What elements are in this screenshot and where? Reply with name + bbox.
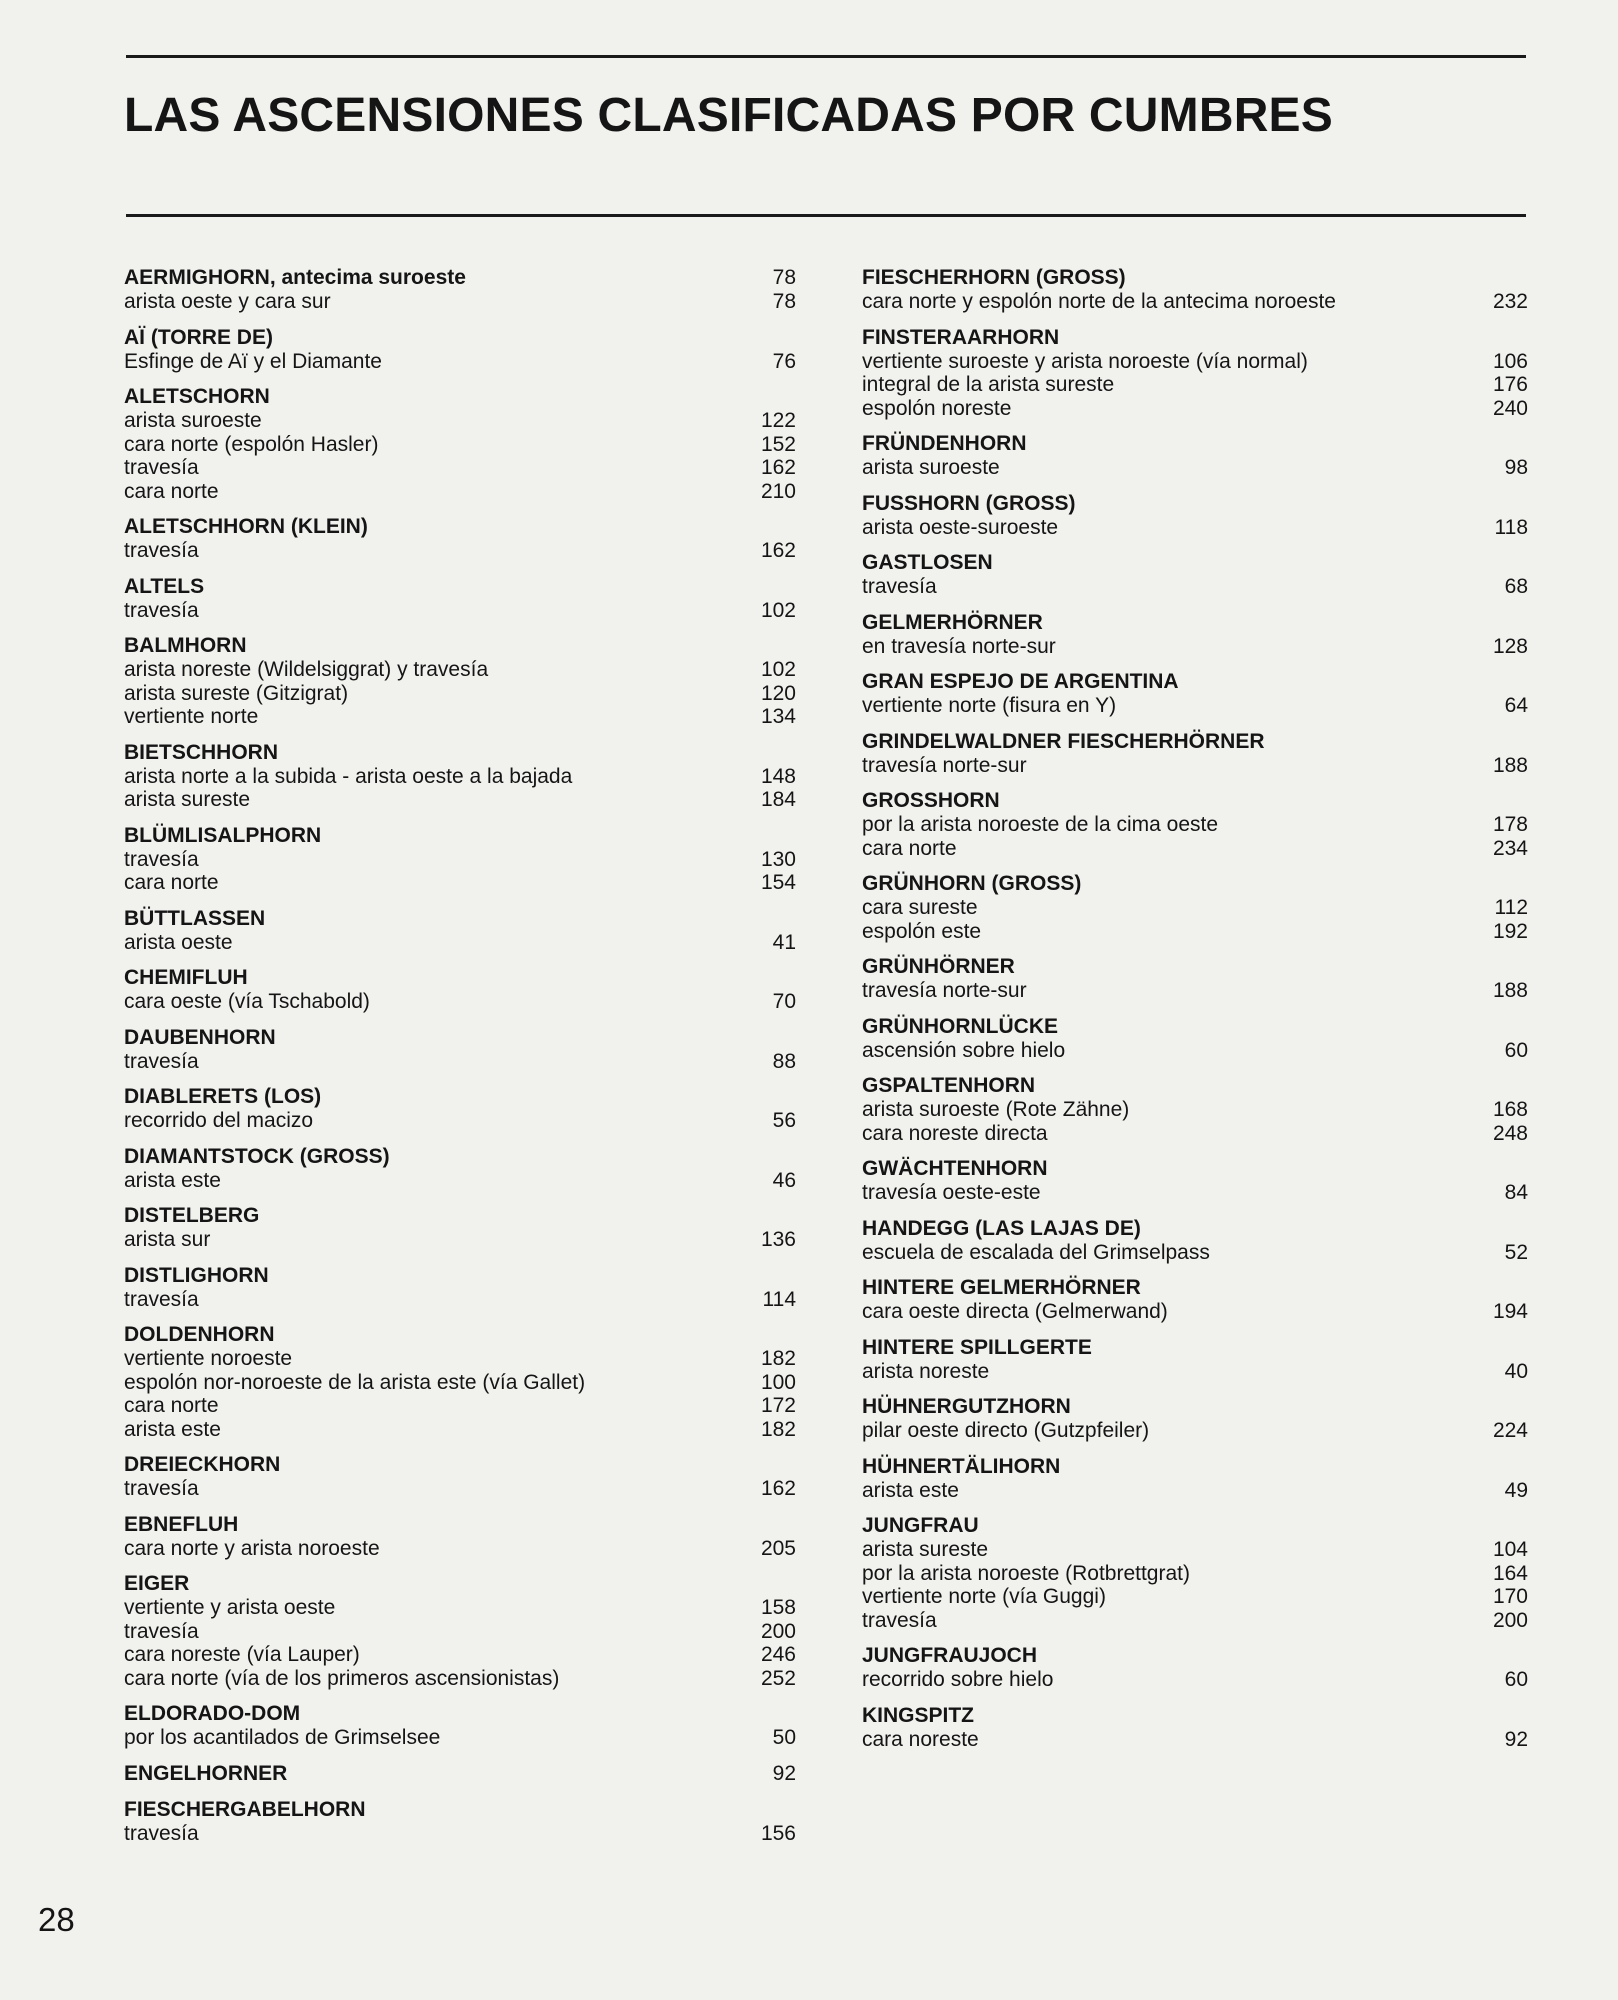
route-row <box>862 1181 1528 1205</box>
peak-name: GRÜNHORN (GROSS) <box>862 872 1082 895</box>
route-row <box>124 599 796 623</box>
route-row <box>124 1109 796 1133</box>
peak-name: ELDORADO-DOM <box>124 1702 301 1725</box>
peak-name: GRINDELWALDNER FIESCHERHÖRNER <box>862 729 1265 753</box>
route-name: travesía <box>124 1477 199 1500</box>
route-row <box>124 682 796 706</box>
route-row <box>124 1169 796 1193</box>
index-entry <box>862 1276 1528 1324</box>
route-row <box>124 765 796 789</box>
route-name: cara oeste directa (Gelmerwand) <box>862 1300 1168 1323</box>
index-entry <box>124 1026 796 1074</box>
index-entry <box>124 266 796 314</box>
route-row <box>124 1643 796 1667</box>
route-name: cara oeste (vía Tschabold) <box>124 990 370 1013</box>
page-ref: 152 <box>760 432 796 456</box>
peak-name: HÜHNERGUTZHORN <box>862 1395 1071 1418</box>
route-name: ascensión sobre hielo <box>862 1038 1066 1062</box>
peak-name: JUNGFRAUJOCH <box>862 1644 1038 1667</box>
route-name: cara norte y espolón norte de la antecima noroeste <box>862 290 1336 313</box>
page-ref: 102 <box>760 598 796 622</box>
route-name: escuela de escalada del Grimselpass <box>862 1240 1210 1264</box>
route-row <box>124 1228 796 1252</box>
route-row <box>124 539 796 563</box>
route-name: cara norte (espolón Hasler) <box>124 432 379 456</box>
page-ref: 112 <box>1494 896 1528 919</box>
route-name: travesía <box>124 539 199 562</box>
route-name: travesía <box>124 1049 199 1073</box>
peak-name: EIGER <box>124 1572 190 1595</box>
index-entry <box>124 575 796 623</box>
route-name: vertiente norte <box>124 705 259 728</box>
route-row <box>124 658 796 682</box>
top-rule <box>126 55 1526 58</box>
route-row <box>124 1394 796 1418</box>
route-row <box>862 694 1528 718</box>
page-ref: 232 <box>1492 290 1528 313</box>
route-name: arista oeste y cara sur <box>124 290 331 313</box>
route-name: pilar oeste directo (Gutzpfeiler) <box>862 1419 1150 1442</box>
route-row <box>124 456 796 480</box>
route-row <box>862 896 1528 920</box>
page-ref: 156 <box>760 1821 796 1845</box>
page-ref: 240 <box>1492 396 1528 420</box>
page-ref: 60 <box>1504 1038 1528 1062</box>
route-name: cara norte <box>124 1394 219 1417</box>
route-name: travesía <box>862 1608 937 1632</box>
page-ref: 56 <box>772 1109 796 1132</box>
index-entry <box>124 326 796 374</box>
route-name: arista sureste <box>124 788 251 811</box>
page-ref: 50 <box>772 1726 796 1749</box>
peak-row <box>124 1762 796 1786</box>
page-ref: 78 <box>772 290 796 313</box>
route-name: arista este <box>124 1168 221 1192</box>
route-name: arista noreste <box>862 1359 990 1383</box>
route-row <box>862 1098 1528 1122</box>
peak-name: HINTERE SPILLGERTE <box>862 1335 1092 1359</box>
route-name: travesía <box>124 456 199 479</box>
route-row <box>124 848 796 872</box>
route-name: vertiente norte (fisura en Y) <box>862 694 1117 717</box>
route-row <box>862 979 1528 1003</box>
route-row <box>124 1726 796 1750</box>
route-row <box>124 788 796 812</box>
page-ref: 192 <box>1492 919 1528 943</box>
route-row <box>862 290 1528 314</box>
route-row <box>124 1596 796 1620</box>
peak-name: DOLDENHORN <box>124 1323 275 1346</box>
index-entry <box>124 1145 796 1193</box>
page-ref: 184 <box>760 788 796 811</box>
peak-name: KINGSPITZ <box>862 1703 975 1727</box>
peak-name: DISTLIGHORN <box>124 1263 269 1287</box>
index-entry <box>124 1453 796 1501</box>
page-ref: 148 <box>760 764 796 788</box>
peak-name: DREIECKHORN <box>124 1453 281 1476</box>
route-name: vertiente suroeste y arista noroeste (vía normal) <box>862 349 1308 373</box>
route-name: recorrido del macizo <box>124 1109 314 1132</box>
index-entry <box>862 432 1528 480</box>
route-row <box>862 1728 1528 1752</box>
route-name: cara sureste <box>862 896 978 919</box>
page-ref: 164 <box>1492 1561 1528 1585</box>
index-entry <box>124 1513 796 1561</box>
page-title: LAS ASCENSIONES CLASIFICADAS POR CUMBRES <box>124 89 1333 142</box>
page-ref: 102 <box>760 658 796 681</box>
route-row <box>124 480 796 504</box>
peak-name: BALMHORN <box>124 634 247 657</box>
route-row <box>862 754 1528 778</box>
peak-name: HINTERE GELMERHÖRNER <box>862 1276 1141 1299</box>
route-row <box>862 1668 1528 1692</box>
route-row <box>124 433 796 457</box>
page-ref: 224 <box>1492 1419 1528 1442</box>
peak-name: GWÄCHTENHORN <box>862 1157 1048 1180</box>
route-row <box>862 1122 1528 1146</box>
page-ref: 178 <box>1492 813 1528 836</box>
peak-name: FRÜNDENHORN <box>862 432 1027 455</box>
route-name: cara noreste directa <box>862 1121 1048 1145</box>
route-row <box>124 1537 796 1561</box>
peak-name: GRAN ESPEJO DE ARGENTINA <box>862 670 1179 693</box>
page-ref: 130 <box>760 847 796 871</box>
page-ref: 182 <box>760 1417 796 1441</box>
peak-name: GASTLOSEN <box>862 551 993 574</box>
peak-name: JUNGFRAU <box>862 1514 979 1537</box>
route-name: cara norte <box>124 871 219 894</box>
page-ref: 188 <box>1492 979 1528 1002</box>
route-row <box>862 373 1528 397</box>
page-ref: 46 <box>772 1168 796 1192</box>
route-row <box>862 635 1528 659</box>
page-ref: 100 <box>760 1370 796 1394</box>
page-ref: 122 <box>760 409 796 432</box>
page-ref: 210 <box>760 479 796 503</box>
route-row <box>862 397 1528 421</box>
route-row <box>124 1347 796 1371</box>
peak-name: GROSSHORN <box>862 789 1000 812</box>
page-ref: 88 <box>772 1049 796 1073</box>
route-name: cara norte (vía de los primeros ascensionistas) <box>124 1666 560 1690</box>
index-entry <box>124 741 796 812</box>
index-entry <box>124 1762 796 1786</box>
page-ref: 78 <box>772 266 796 289</box>
route-name: espolón este <box>862 919 982 943</box>
peak-name: BÜTTLASSEN <box>124 906 266 930</box>
peak-row <box>124 266 796 290</box>
route-name: arista oeste-suroeste <box>862 515 1059 539</box>
route-row <box>862 1479 1528 1503</box>
page-ref: 98 <box>1504 456 1528 479</box>
route-row <box>124 1620 796 1644</box>
route-row <box>862 350 1528 374</box>
page-ref: 60 <box>1504 1668 1528 1691</box>
peak-name: FUSSHORN (GROSS) <box>862 491 1076 515</box>
route-row <box>862 1538 1528 1562</box>
index-entry <box>862 492 1528 540</box>
route-row <box>862 456 1528 480</box>
index-entry <box>862 266 1528 314</box>
peak-name: BLÜMLISALPHORN <box>124 823 322 847</box>
left-column <box>124 266 796 1857</box>
peak-name: FINSTERAARHORN <box>862 325 1060 349</box>
page-ref: 162 <box>760 1477 796 1500</box>
route-name: travesía norte-sur <box>862 979 1027 1002</box>
index-entry <box>862 670 1528 718</box>
index-entry <box>862 1704 1528 1752</box>
index-entry <box>862 551 1528 599</box>
index-entry <box>124 1572 796 1690</box>
page-ref: 246 <box>760 1643 796 1666</box>
page-number: 28 <box>38 1901 75 1938</box>
peak-name: DAUBENHORN <box>124 1025 276 1049</box>
index-entry <box>124 1085 796 1133</box>
route-row <box>124 1288 796 1312</box>
page-ref: 64 <box>1504 694 1528 717</box>
route-row <box>124 931 796 955</box>
route-row <box>124 1477 796 1501</box>
page-ref: 172 <box>760 1394 796 1417</box>
index-entry <box>124 907 796 955</box>
route-row <box>862 575 1528 599</box>
peak-name: ALTELS <box>124 574 205 598</box>
index-entry <box>124 1798 796 1846</box>
route-name: recorrido sobre hielo <box>862 1668 1054 1691</box>
route-name: arista suroeste <box>862 456 1000 479</box>
page-ref: 40 <box>1504 1359 1528 1383</box>
peak-name: HANDEGG (LAS LAJAS DE) <box>862 1216 1141 1240</box>
index-entry <box>124 1264 796 1312</box>
page-ref: 120 <box>760 681 796 705</box>
page-ref: 248 <box>1492 1121 1528 1145</box>
route-name: arista sureste (Gitzigrat) <box>124 681 349 705</box>
peak-name: FIESCHERGABELHORN <box>124 1797 366 1821</box>
page-ref: 128 <box>1492 634 1528 658</box>
route-row <box>862 1241 1528 1265</box>
peak-name: GELMERHÖRNER <box>862 610 1043 634</box>
index-entry <box>862 789 1528 860</box>
route-row <box>862 1039 1528 1063</box>
peak-name: CHEMIFLUH <box>124 966 248 989</box>
route-row <box>862 1419 1528 1443</box>
route-row <box>124 705 796 729</box>
page-ref: 92 <box>1504 1727 1528 1751</box>
route-row <box>862 1300 1528 1324</box>
page-ref: 114 <box>762 1287 796 1311</box>
peak-name: FIESCHERHORN (GROSS) <box>862 266 1126 289</box>
page-ref: 136 <box>760 1228 796 1251</box>
index-entry <box>862 1644 1528 1692</box>
route-name: por la arista noroeste (Rotbrettgrat) <box>862 1561 1190 1585</box>
peak-name: GSPALTENHORN <box>862 1074 1036 1097</box>
route-name: vertiente noroeste <box>124 1347 293 1370</box>
page-ref: 84 <box>1504 1181 1528 1204</box>
route-row <box>124 409 796 433</box>
index-entry <box>124 1204 796 1252</box>
peak-name: BIETSCHHORN <box>124 740 279 764</box>
page-ref: 168 <box>1492 1098 1528 1121</box>
route-name: travesía <box>124 1821 199 1845</box>
route-row <box>124 990 796 1014</box>
page-ref: 170 <box>1492 1585 1528 1608</box>
route-row <box>124 1050 796 1074</box>
index-entry <box>862 1074 1528 1145</box>
route-name: integral de la arista sureste <box>862 373 1115 396</box>
route-name: arista oeste <box>124 930 233 954</box>
page-ref: 68 <box>1504 575 1528 598</box>
page-ref: 52 <box>1504 1240 1528 1264</box>
route-name: arista sur <box>124 1228 211 1251</box>
peak-name: ALETSCHORN <box>124 385 270 408</box>
route-name: travesía <box>124 1619 199 1643</box>
route-name: espolón nor-noroeste de la arista este (vía Gallet) <box>124 1370 586 1394</box>
page-ref: 106 <box>1492 349 1528 373</box>
route-name: arista noreste (Wildelsiggrat) y travesía <box>124 658 489 681</box>
page-ref: 104 <box>1492 1538 1528 1561</box>
route-row <box>862 1562 1528 1586</box>
page-ref: 154 <box>760 871 796 894</box>
route-name: espolón noreste <box>862 396 1012 420</box>
route-name: cara noreste <box>862 1727 979 1751</box>
peak-name: GRÜNHÖRNER <box>862 955 1015 978</box>
peak-name: GRÜNHORNLÜCKE <box>862 1014 1058 1038</box>
right-column <box>862 266 1528 1763</box>
route-row <box>862 516 1528 540</box>
index-entry <box>862 872 1528 943</box>
peak-name: DIABLERETS (LOS) <box>124 1085 322 1108</box>
page-ref: 92 <box>772 1761 796 1785</box>
page-ref: 205 <box>760 1536 796 1560</box>
page-ref: 70 <box>772 990 796 1013</box>
route-row <box>862 1609 1528 1633</box>
index-entry <box>862 611 1528 659</box>
page-ref: 162 <box>760 456 796 479</box>
route-name: por la arista noroeste de la cima oeste <box>862 813 1219 836</box>
index-entry <box>862 1217 1528 1265</box>
peak-name: AÏ (TORRE DE) <box>124 325 273 349</box>
route-row <box>862 1585 1528 1609</box>
index-entry <box>124 634 796 729</box>
page-ref: 158 <box>760 1596 796 1619</box>
page-ref: 134 <box>760 705 796 728</box>
route-row <box>862 813 1528 837</box>
route-name: cara norte <box>862 836 957 860</box>
route-name: arista suroeste <box>124 409 262 432</box>
page-ref: 252 <box>760 1666 796 1690</box>
route-name: travesía norte-sur <box>862 753 1027 777</box>
route-name: travesía oeste-este <box>862 1181 1041 1204</box>
route-row <box>124 871 796 895</box>
index-entry <box>124 515 796 563</box>
index-entry <box>862 1157 1528 1205</box>
index-entry <box>862 1015 1528 1063</box>
peak-name: EBNEFLUH <box>124 1512 239 1536</box>
route-name: arista este <box>862 1478 959 1502</box>
page-ref: 118 <box>1494 515 1528 539</box>
page-ref: 200 <box>760 1619 796 1643</box>
route-name: cara noreste (vía Lauper) <box>124 1643 360 1666</box>
index-entry <box>862 1455 1528 1503</box>
page-ref: 194 <box>1492 1300 1528 1323</box>
page-ref: 162 <box>760 539 796 562</box>
page-ref: 200 <box>1492 1608 1528 1632</box>
peak-name: DISTELBERG <box>124 1204 260 1227</box>
route-row <box>124 1667 796 1691</box>
route-name: vertiente norte (vía Guggi) <box>862 1585 1106 1608</box>
peak-name: HÜHNERTÄLIHORN <box>862 1454 1061 1478</box>
route-name: arista este <box>124 1417 221 1441</box>
page-ref: 188 <box>1492 753 1528 777</box>
page-ref: 234 <box>1492 836 1528 860</box>
index-entry <box>124 385 796 503</box>
index-entry <box>862 1395 1528 1443</box>
route-name: travesía <box>124 598 199 622</box>
route-row <box>124 1418 796 1442</box>
route-name: travesía <box>124 847 199 871</box>
route-name: vertiente y arista oeste <box>124 1596 336 1619</box>
page-ref: 41 <box>772 930 796 954</box>
route-name: en travesía norte-sur <box>862 634 1056 658</box>
route-name: travesía <box>862 575 937 598</box>
route-name: arista suroeste (Rote Zähne) <box>862 1098 1130 1121</box>
peak-name: DIAMANTSTOCK (GROSS) <box>124 1144 390 1168</box>
route-row <box>124 1822 796 1846</box>
route-row <box>124 350 796 374</box>
route-name: travesía <box>124 1287 199 1311</box>
peak-name: ENGELHORNER <box>124 1761 288 1785</box>
route-row <box>124 290 796 314</box>
page-ref: 49 <box>1504 1478 1528 1502</box>
index-entry <box>862 1514 1528 1632</box>
index-entry <box>124 824 796 895</box>
page-ref: 176 <box>1492 373 1528 396</box>
route-name: cara norte y arista noroeste <box>124 1536 380 1560</box>
title-rule <box>126 214 1526 217</box>
route-row <box>862 837 1528 861</box>
index-entry <box>862 955 1528 1003</box>
index-entry <box>862 730 1528 778</box>
index-entry <box>862 1336 1528 1384</box>
index-entry <box>124 966 796 1014</box>
route-name: cara norte <box>124 479 219 503</box>
peak-name: ALETSCHHORN (KLEIN) <box>124 515 368 538</box>
index-entry <box>862 326 1528 421</box>
index-entry <box>124 1702 796 1750</box>
index-entry <box>124 1323 796 1441</box>
route-row <box>862 1360 1528 1384</box>
peak-name: AERMIGHORN, antecima suroeste <box>124 266 466 289</box>
route-name: Esfinge de Aï y el Diamante <box>124 349 382 373</box>
route-name: arista norte a la subida - arista oeste a la bajada <box>124 764 573 788</box>
route-row <box>124 1371 796 1395</box>
route-row <box>862 920 1528 944</box>
page-ref: 76 <box>772 349 796 373</box>
route-name: arista sureste <box>862 1538 989 1561</box>
route-name: por los acantilados de Grimselsee <box>124 1726 441 1749</box>
page-ref: 182 <box>760 1347 796 1370</box>
